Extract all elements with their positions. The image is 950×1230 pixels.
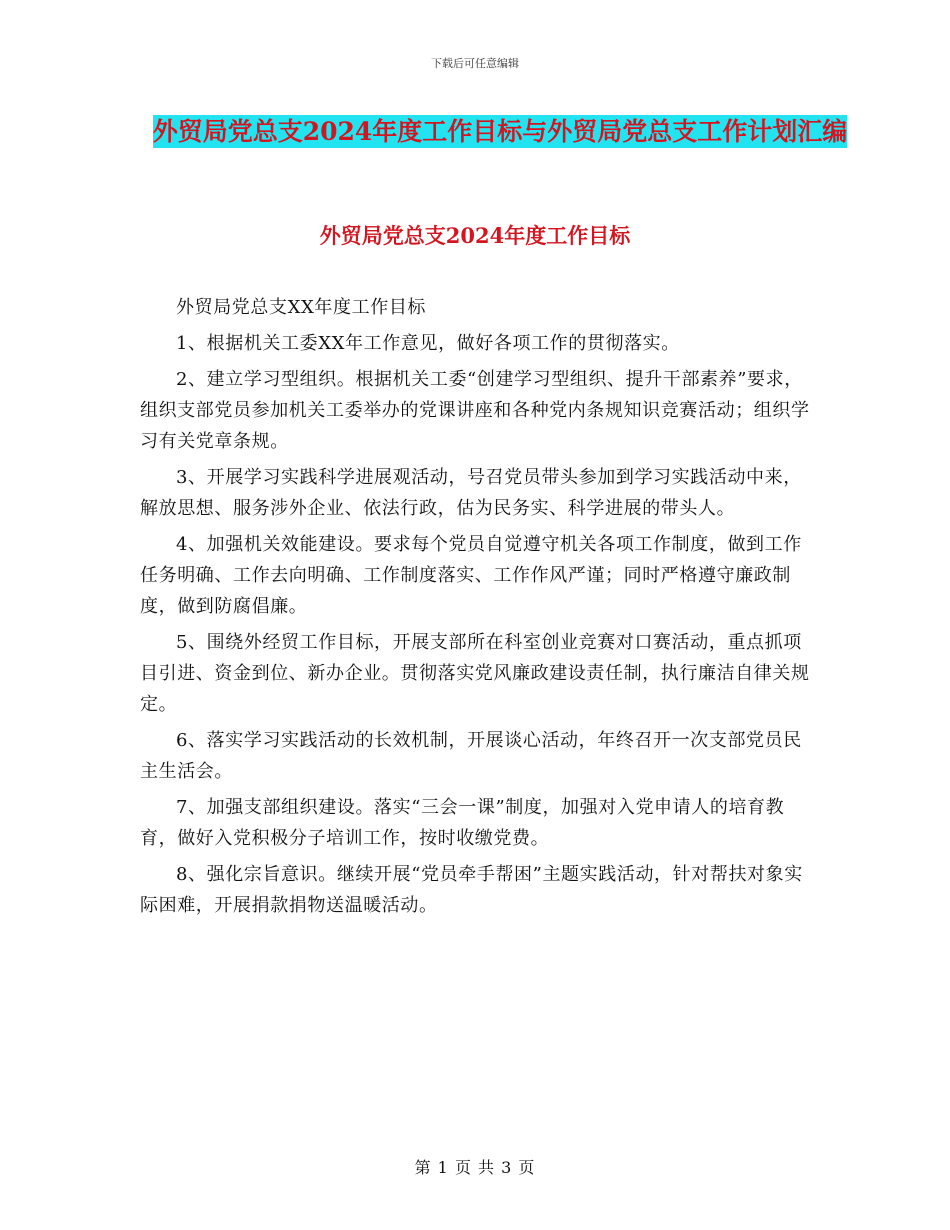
paragraph-item-6: 6、落实学习实践活动的长效机制，开展谈心活动，年终召开一次支部党员民主生活会。 bbox=[140, 730, 802, 782]
paragraph-item-1: 1、根据机关工委XX年工作意见，做好各项工作的贯彻落实。 bbox=[176, 333, 680, 354]
section-title: 外贸局党总支2024年度工作目标 bbox=[319, 223, 631, 248]
paragraph-item-8: 8、强化宗旨意识。继续开展“党员牵手帮困”主题实践活动，针对帮扶对象实际困难，开展捐款捐物送温暖活动。 bbox=[140, 864, 803, 916]
document-title bbox=[140, 110, 860, 154]
paragraph-item-4: 4、加强机关效能建设。要求每个党员自觉遵守机关各项工作制度，做到工作任务明确、工作去向明确、工作制度落实、工作作风严谨；同时严格遵守廉政制度，做到防腐倡廉。 bbox=[140, 534, 802, 617]
page-number-footer: 第 1 页 共 3 页 bbox=[414, 1158, 536, 1177]
paragraph-item-7: 7、加强支部组织建设。落实“三会一课”制度，加强对入党申请人的培育教育，做好入党积极分子培训工作，按时收缴党费。 bbox=[140, 797, 785, 849]
paragraph-intro: 外贸局党总支XX年度工作目标 bbox=[176, 297, 427, 318]
paragraph-item-2: 2、建立学习型组织。根据机关工委“创建学习型组织、提升干部素养”要求，组织支部党员参加机关工委举办的党课讲座和各种党内条规知识竞赛活动；组织学习有关党章条规。 bbox=[140, 369, 810, 452]
paragraph-item-3: 3、开展学习实践科学进展观活动，号召党员带头参加到学习实践活动中来，解放思想、服务涉外企业、依法行政，估为民务实、科学进展的带头人。 bbox=[140, 467, 802, 519]
document-title-text: 外贸局党总支2024年度工作目标与外贸局党总支工作计划汇编 bbox=[152, 117, 848, 146]
document-body bbox=[140, 292, 820, 926]
header-note: 下载后可任意编辑 bbox=[431, 57, 519, 70]
paragraph-item-5: 5、围绕外经贸工作目标，开展支部所在科室创业竞赛对口赛活动，重点抓项目引进、资金到位、新办企业。贯彻落实党风廉政建设责任制，执行廉洁自律关规定。 bbox=[140, 632, 810, 715]
